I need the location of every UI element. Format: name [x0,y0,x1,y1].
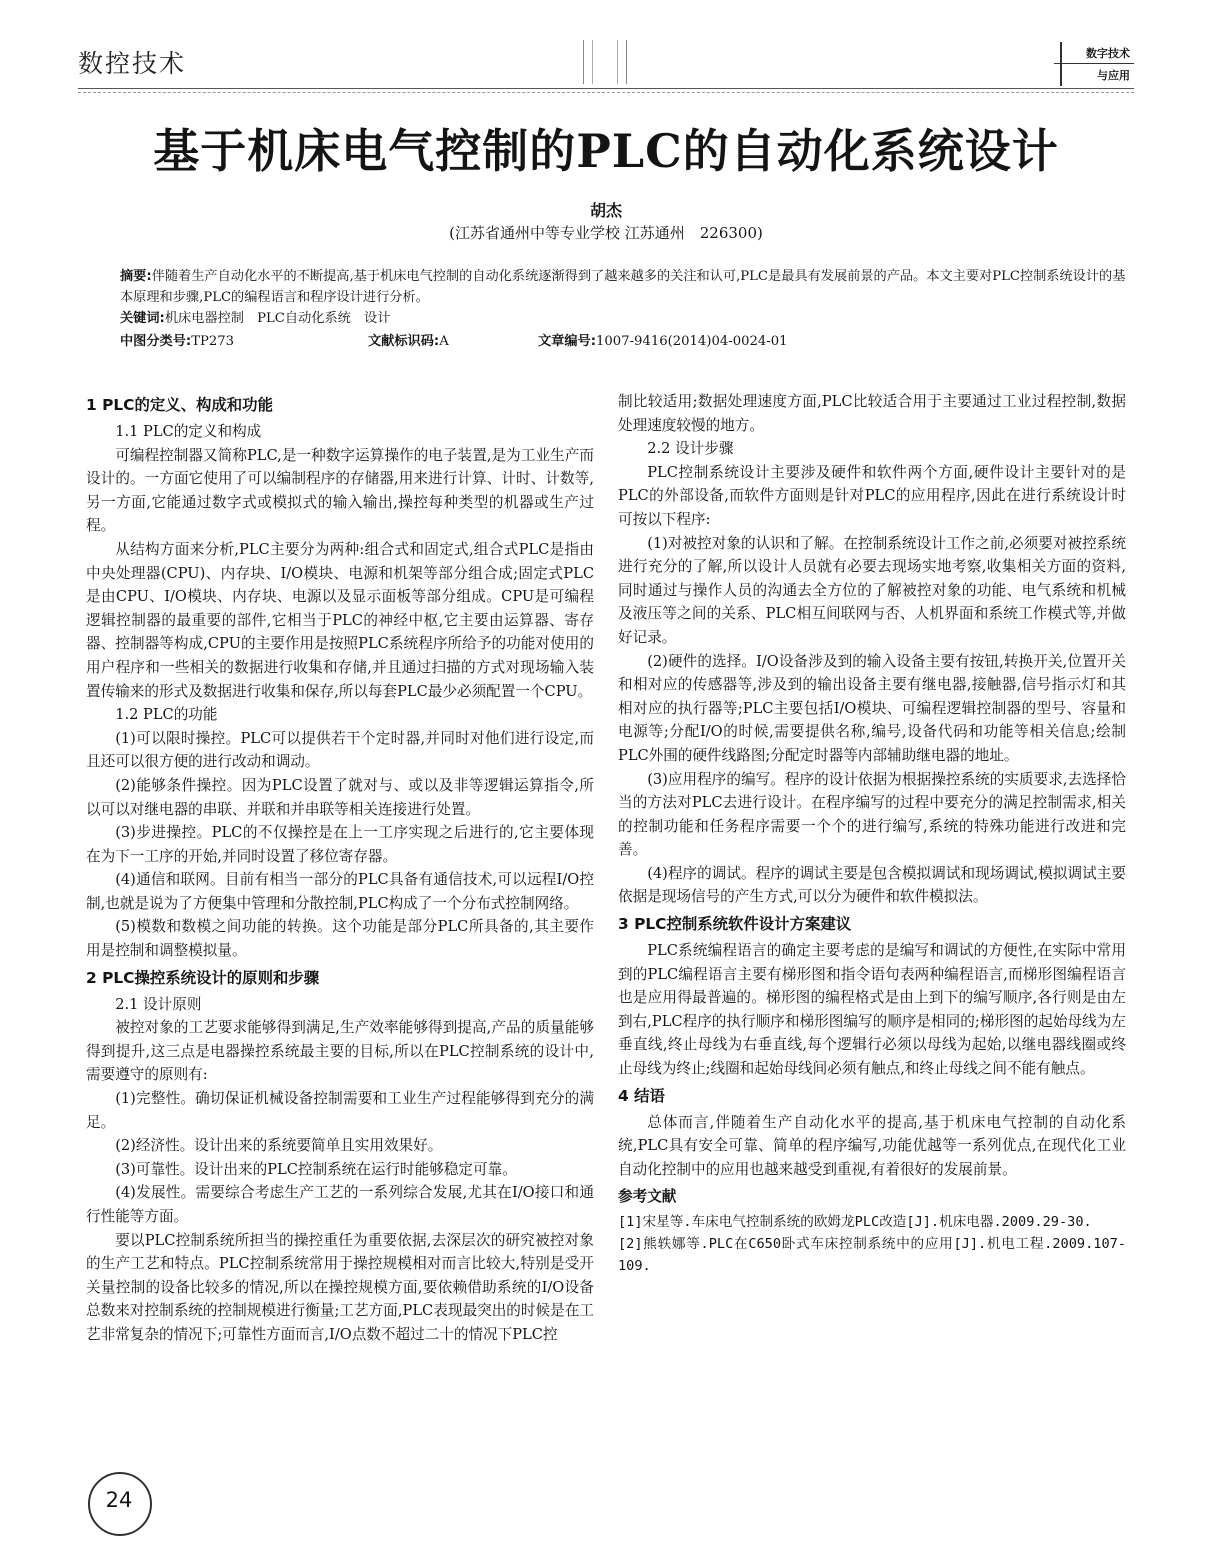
page-number: 24 [105,1488,133,1512]
page-header [78,38,1134,88]
subsection-heading-1-2: 1.2 PLC的功能 [115,706,218,724]
page-number-badge [84,1468,154,1538]
clc-value: TP273 [191,334,235,349]
affiliation: (江苏省通州中等专业学校 江苏通州 226300) [449,224,763,242]
journal-logo-line2: 与应用 [1097,69,1130,82]
section-heading-4: 4 结语 [618,1086,665,1105]
article-title: 基于机床电气控制的PLC的自动化系统设计 [153,124,1059,178]
paragraph: 可编程控制器又简称PLC,是一种数字运算操作的电子装置,是为工业生产而设计的。一方面它使用了可以编制程序的存储器,用来进行计算、计时、计数等,另一方面,它能通过数字式或模拟式的输入输出,操控每种类型的机器或生产过程。 [86,446,594,535]
journal-logo-line1: 数字技术 [1086,47,1130,60]
list-item: (4)程序的调试。程序的调试主要是包含模拟调试和现场调试,模拟调试主要依据是现场信号的产生方式,可以分为硬件和软件模拟法。 [618,864,1126,906]
list-item: (2)经济性。设计出来的系统要简单且实用效果好。 [115,1137,443,1155]
section-name: 数控技术 [78,49,187,78]
list-item: (1)对被控对象的认识和了解。在控制系统设计工作之前,必须要对被控系统进行充分的了解,所以设计人员就有必要去现场实地考察,收集相关方面的资料,同时通过与操作人员的沟通去全方位的了解被控对象的功能、电气系统和机械及液压等之间的关系、PLC相互间联网与否、人机界面和系统工作模式等,并做好记录。 [618,534,1126,646]
journal-logo [1054,42,1134,86]
list-item: (3)步进操控。PLC的不仅操控是在上一工序实现之后进行的,它主要体现在为下一工序的开始,并同时设置了移位寄存器。 [86,824,594,865]
list-item: (4)通信和联网。目前有相当一部分的PLC具备有通信技术,可以远程I/O控制,也就是说为了方便集中管理和分散控制,PLC构成了一个分布式控制网络。 [86,871,594,912]
keywords: 机床电器控制 PLC自动化系统 设计 [164,311,391,326]
list-item: (3)应用程序的编写。程序的设计依据为根据操控系统的实质要求,去选择恰当的方法对PLC去进行设计。在程序编写的过程中要充分的满足控制需求,相关的控制功能和任务程序需要一个个的进行编写,系统的特殊功能进行改进和完善。 [618,770,1126,859]
author: 胡杰 [589,201,622,220]
abstract-label: 摘要: [120,269,152,284]
article-number-label: 文章编号: [538,334,597,349]
section-heading-1: 1 PLC的定义、构成和功能 [86,396,273,414]
clc-label: 中图分类号: [120,334,192,349]
doccode-label: 文献标识码: [368,334,440,349]
header-rule [78,88,1134,89]
subsection-heading-2-1: 2.1 设计原则 [115,995,202,1013]
list-item: (4)发展性。需要综合考虑生产工艺的一系列综合发展,尤其在I/O接口和通行性能等方面。 [86,1184,594,1225]
header-rule-dashed [78,92,1134,93]
list-item: (1)完整性。确切保证机械设备控制需要和工业生产过程能够得到充分的满足。 [86,1090,594,1131]
right-column [618,390,1126,1277]
header-ornament [583,40,627,84]
paragraph: PLC控制系统设计主要涉及硬件和软件两个方面,硬件设计主要针对的是PLC的外部设备,而软件方面则是针对PLC的应用程序,因此在进行系统设计时可按以下程序: [618,463,1126,528]
left-column [86,390,594,1347]
section-heading-2: 2 PLC操控系统设计的原则和步骤 [86,968,320,987]
keywords-label: 关键词: [120,311,165,326]
abstract-text: 伴随着生产自动化水平的不断提高,基于机床电气控制的自动化系统逐渐得到了越来越多的关注和认可,PLC是最具有发展前景的产品。本文主要对PLC控制系统设计的基本原理和步骤,PLC的编程语言和程序设计进行分析。 [120,269,1126,305]
paragraph: 总体而言,伴随着生产自动化水平的提高,基于机床电气控制的自动化系统,PLC具有安全可靠、简单的程序编写,功能优越等一系列优点,在现代化工业自动化控制中的应用也越来越受到重视,有着很好的发展前景。 [618,1113,1126,1178]
references-heading: 参考文献 [618,1188,677,1206]
paragraph: PLC系统编程语言的确定主要考虑的是编写和调试的方便性,在实际中常用到的PLC编程语言主要有梯形图和指令语句表两种编程语言,而梯形图编程语言也是应用得最普遍的。梯形图的编程格式是由上到下的编写顺序,各行则是由左到右,PLC程序的执行顺序和梯形图编写的顺序是相同的;梯形图的起始母线为左垂直线,终止母线为右垂直线,每个逻辑行必须以母线为起始,以继电器线圈或终止母线为终止;线圈和起始母线间必须有触点,和终止母线之间不能有触点。 [618,942,1126,1078]
reference-item: [2]熊轶娜等.PLC在C650卧式车床控制系统中的应用[J].机电工程.2009.107-109. [618,1236,1126,1274]
article-number: 1007-9416(2014)04-0024-01 [596,334,788,349]
list-item: (1)可以限时操控。PLC可以提供若干个定时器,并同时对他们进行设定,而且还可以很方便的进行改动和调动。 [86,729,594,771]
subsection-heading-2-2: 2.2 设计步骤 [647,440,734,458]
paragraph: 要以PLC控制系统所担当的操控重任为重要依据,去深层次的研究被控对象的生产工艺和特点。PLC控制系统常用于操控规模相对而言比较大,特别是受开关量控制的设备比较多的情况,所以在操控规模方面,要依赖借助系统的I/O设备总数来对控制系统的控制规模进行衡量;工艺方面,PLC表现最突出的时候是在工艺非常复杂的情况下;可靠性方面而言,I/O点数不超过二十的情况下PLC控 [86,1231,594,1343]
list-item: (2)硬件的选择。I/O设备涉及到的输入设备主要有按钮,转换开关,位置开关和相对应的传感器等,涉及到的输出设备主要有继电器,接触器,信号指示灯和其相对应的执行器等;PLC主要包括I/O模块、可编程逻辑控制器的型号、容量和电源等;分配I/O的时候,需要提供名称,编号,设备代码和功能等相关信息;绘制PLC外围的硬件线路图;分配定时器等内部辅助继电器的地址。 [618,652,1126,764]
abstract [88,266,1128,329]
paragraph: 从结构方面来分析,PLC主要分为两种:组合式和固定式,组合式PLC是指由中央处理器(CPU)、内存块、I/O模块、电源和机架等部分组合成;固定式PLC是由CPU、I/O模块、内存块、电源以及显示面板等部分组成。CPU是可编程逻辑控制器的最重要的部件,它相当于PLC的神经中枢,它主要由运算器、寄存器、控制器等构成,CPU的主要作用是按照PLC系统程序所给予的功能对使用的用户程序和一些相关的数据进行收集和存储,并且通过扫描的方式对现场输入装置传输来的形式及数据进行收集和保存,所以每套PLC最少必须配置一个CPU。 [86,540,594,700]
section-heading-3: 3 PLC控制系统软件设计方案建议 [618,915,852,934]
reference-item: [1]宋星等.车床电气控制系统的欧姆龙PLC改造[J].机床电器.2009.29-30. [618,1214,1092,1230]
subsection-heading-1-1: 1.1 PLC的定义和构成 [115,423,262,440]
paragraph: 制比较适用;数据处理速度方面,PLC比较适合用于主要通过工业过程控制,数据处理速度较慢的地方。 [618,393,1126,434]
paragraph: 被控对象的工艺要求能够得到满足,生产效率能够得到提高,产品的质量能够得到提升,这三点是电器操控系统最主要的目标,所以在PLC控制系统的设计中,需要遵守的原则有: [86,1019,594,1084]
list-item: (3)可靠性。设计出来的PLC控制系统在运行时能够稳定可靠。 [115,1160,517,1178]
list-item: (2)能够条件操控。因为PLC设置了就对与、或以及非等逻辑运算指令,所以可以对继电器的串联、并联和并串联等相关连接进行处置。 [86,776,594,818]
list-item: (5)模数和数模之间功能的转换。这个功能是部分PLC所具备的,其主要作用是控制和调整模拟量。 [86,918,594,960]
doccode-value: A [439,334,449,349]
